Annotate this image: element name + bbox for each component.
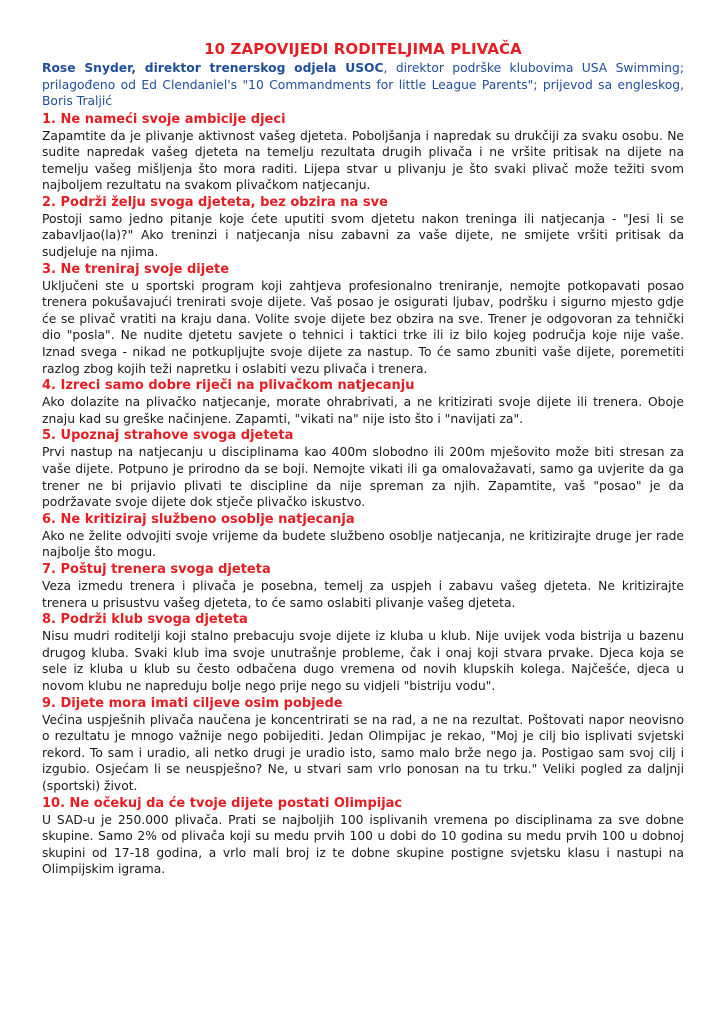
section-heading: 10. Ne očekuj da će tvoje dijete postati Olimpijac [42,795,403,811]
section-4 [42,377,684,427]
byline [42,60,684,110]
section-text: Veza izmedu trenera i plivača je posebna, temelj za uspjeh i zabavu vašeg djeteta. Ne kritizirajte trenera u prisustvu vašeg djeteta, to će samo oslabiti plivanje vašeg djeteta. [42,578,684,610]
section-text: Nisu mudri roditelji koji stalno prebacuju svoje dijete iz kluba u klub. Nije uvijek voda bistrija u bazenu drugog kluba. Svaki klub ima svoje unutrašnje probleme, čak i onaj koji stvara prvake. Djeca koja se sele iz kluba u klub su često odbačena dugo vremena od novih klupskih kolega. Najčešće, djeca u novom klubu ne napreduju bolje nego prije nego su vidjeli "bistriju vodu". [42,629,684,693]
section-text: Zapamtite da je plivanje aktivnost vašeg djeteta. Poboljšanja i napredak su drukčiji za svaku osobu. Ne sudite napredak vašeg djeteta na temelju rezultata drugih plivača i ne vršite pritisak na dijete na temelju vašeg mišljenja što mora raditi. Lijepa stvar u plivanju je što svaki plivač može težiti svom najboljem rezultatu na svakom plivačkom natjecanju. [42,128,684,193]
section-text: Postoji samo jedno pitanje koje ćete uputiti svom djetetu nakon treninga ili natjecanja - "Jesi li se zabavljao(la)?" Ako treninzi i natjecanja nisu zabavni za vaše dijete, ne smijete vršiti pritisak da sudjeluje na njima. [42,211,684,260]
section-heading: 6. Ne kritiziraj službeno osoblje natjecanja [42,511,355,527]
section-text: Ako ne želite odvojiti svoje vrijeme da budete službeno osoblje natjecanja, ne kritizirajte druge jer rade najbolje što mogu. [42,528,684,560]
section-text: Ako dolazite na plivačko natjecanje, morate ohrabrivati, a ne kritizirati svoje dijete ili trenera. Oboje znaju kad su greške načinjene. Zapamti, "vikati na" nije isto što i "navijati za". [42,395,684,426]
document-title: 10 ZAPOVIJEDI RODITELJIMA PLIVAČA [204,40,522,58]
section-6 [42,511,684,561]
section-7 [42,561,684,611]
section-heading: 5. Upoznaj strahove svoga djeteta [42,428,294,444]
section-3 [42,261,684,378]
section-text: Prvi nastup na natjecanju u disciplinama kao 400m slobodno ili 200m mješovito može biti stresan za vaše dijete. Potpuno je prirodno da se boji. Nemojte vikati ili ga omalovažavati, samo ga uvjerite da ga trener ne bi prijavio plivati te discipline da nije spreman za njih. Zapamtite, vaš "posao" je da podržavate svoje dijete dok stječe plivačko iskustvo. [42,445,684,510]
section-8 [42,611,684,694]
section-heading: 4. Izreci samo dobre riječi na plivačkom natjecanju [42,378,415,394]
section-heading: 1. Ne nameći svoje ambicije djeci [42,111,286,127]
section-10 [42,795,684,878]
section-heading: 7. Poštuj trenera svoga djeteta [42,561,271,577]
section-heading: 2. Podrži želju svoga djeteta, bez obzira na sve [42,194,388,210]
section-text: U SAD-u je 250.000 plivača. Prati se najboljih 100 isplivanih vremena po disciplinama za sve dobne skupine. Samo 2% od plivača koji su medu prvih 100 u dobi do 10 godina su medu prvih 100 u dobnoj skupini od 17-18 godina, a vrlo mali broj iz te dobne skupine postigne svjetsku klasu i nastupi na Olimpijskim igrama. [42,812,684,877]
section-text: Većina uspješnih plivača naučena je koncentrirati se na rad, a ne na rezultat. Poštovati napor neovisno o rezultatu je mnogo važnije nego pobijediti. Jedan Olimpijac je rekao, "Moj je cilj bio isplivati svjetski rekord. To sam i uradio, ali netko drugi je uradio isto, samo malo brže nego ja. Postigao sam svoj cilj i izgubio. Osjećam li se neuspješno? Ne, u stvari sam vrlo ponosan na tu trku." Veliki pogled za daljnji (sportski) život. [42,712,684,793]
section-text: Uključeni ste u sportski program koji zahtjeva profesionalno treniranje, nemojte potkopavati posao trenera pokušavajući trenirati svoje dijete. Vaš posao je osigurati ljubav, podršku i sigurno mjesto gdje će se plivač vratiti na kraju dana. Volite svoje dijete bez obzira na sve. Trener je odgovoran za tehnički dio "posla". Ne nudite djetetu savjete o tehnici i taktici trke ili iz bilo kojeg područja koje nije vaše. Iznad svega - nikad ne potkupljujte svoje dijete za nastup. To će samo zbuniti vaše dijete, poremetiti razlog zbog kojih teži napretku i oslabiti vezu plivača i trenera. [42,278,684,376]
section-1 [42,111,684,194]
section-heading: 9. Dijete mora imati ciljeve osim pobjede [42,695,343,711]
section-heading: 8. Podrži klub svoga djeteta [42,612,248,628]
section-heading: 3. Ne treniraj svoje dijete [42,261,230,277]
section-9 [42,695,684,795]
section-2 [42,194,684,261]
byline-author: Rose Snyder, direktor trenerskog odjela USOC [42,61,384,75]
document-page [42,40,684,878]
byline-rest: , direktor podrške klubovima USA Swimming; prilagođeno od Ed Clendaniel's "10 Commandments for little League Parents"; prijevod sa engleskog, Boris Traljić [42,61,684,108]
section-5 [42,427,684,510]
